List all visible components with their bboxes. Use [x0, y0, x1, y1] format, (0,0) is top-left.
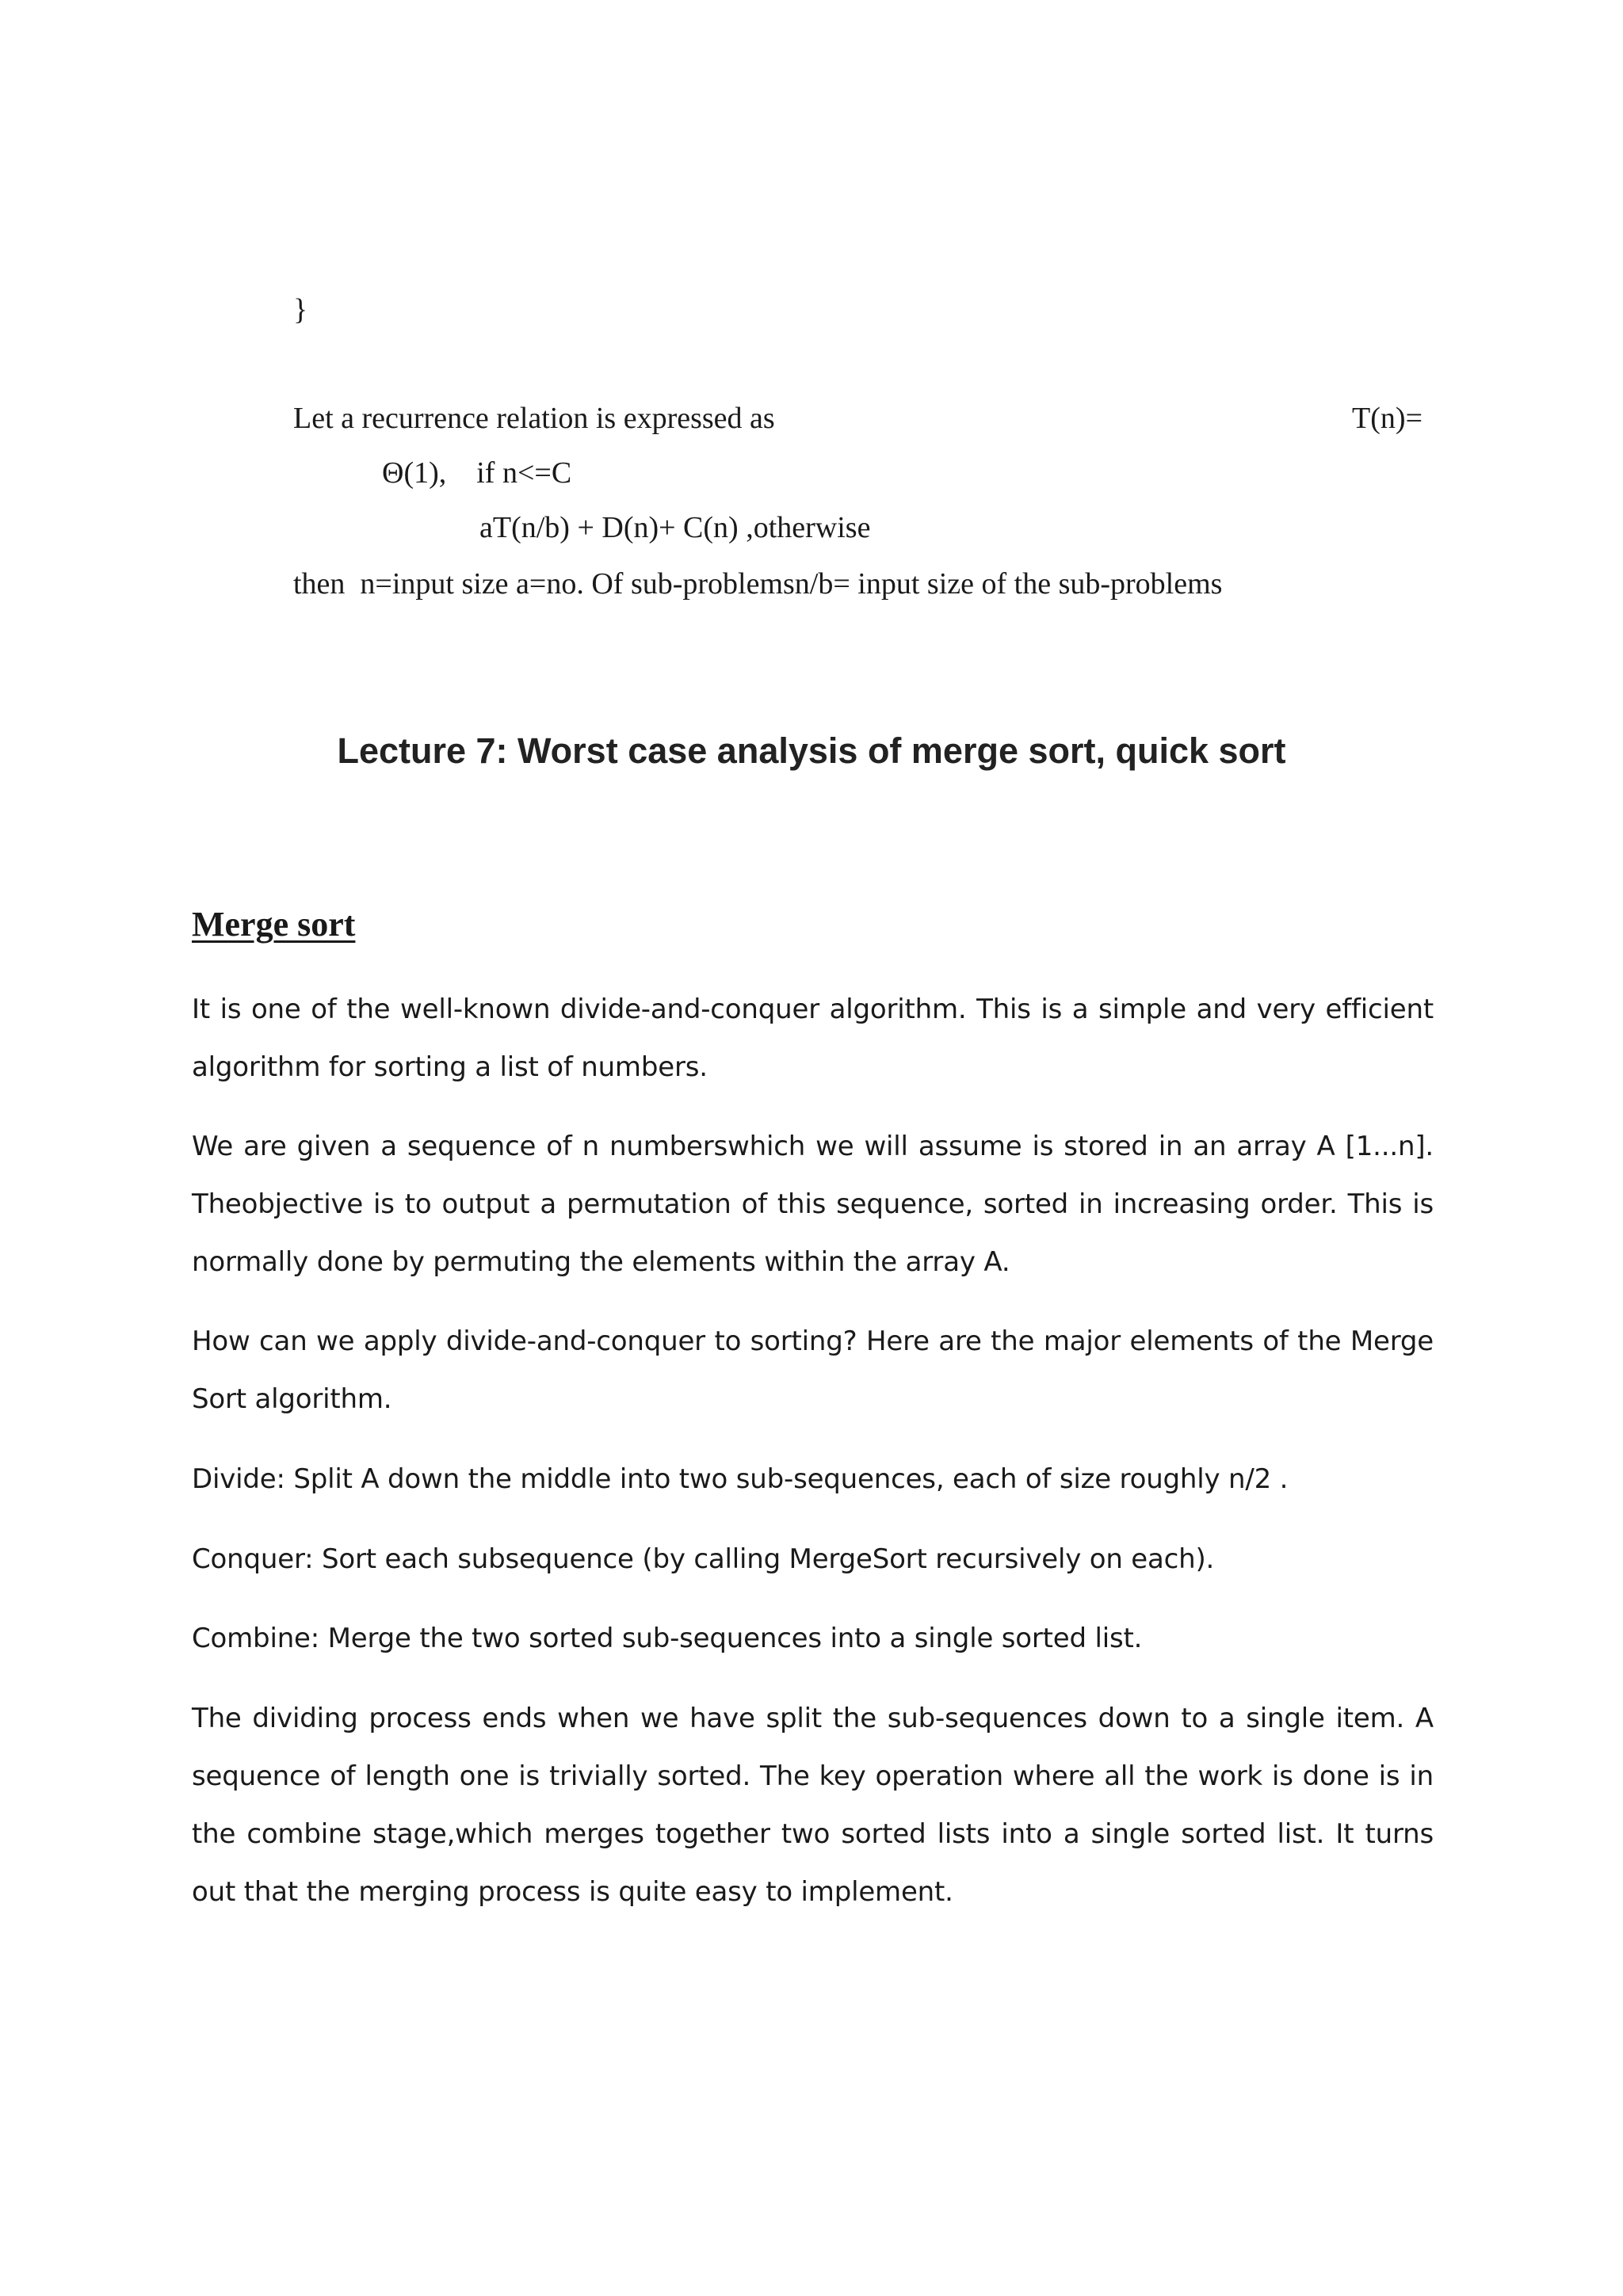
- paragraph-combine: Combine: Merge the two sorted sub-sequences into a single sorted list.: [192, 1623, 1143, 1654]
- recurrence-explanation: then n=input size a=no. Of sub-problemsn/b= input size of the sub-problems: [293, 567, 1223, 601]
- paragraph-divide: Divide: Split A down the middle into two sub-sequences, each of size roughly n/2 .: [192, 1463, 1289, 1495]
- paragraph-dividing-process: The dividing process ends when we have split the sub-sequences down to a single item. A sequence of length one is trivially sorted. The key operation where all the work is done is in the combine stage,which merges together two sorted lists into a single sorted list. It turns out that the merging process is quite easy to implement.: [192, 1703, 1434, 1908]
- paragraph-intro: It is one of the well-known divide-and-conquer algorithm. This is a simple and very efficient algorithm for sorting a list of numbers.: [192, 994, 1434, 1083]
- paragraph-conquer: Conquer: Sort each subsequence (by calling MergeSort recursively on each).: [192, 1543, 1215, 1575]
- recurrence-base-case: Θ(1), if n<=C: [382, 456, 572, 490]
- recurrence-lhs: T(n)=: [1352, 402, 1423, 435]
- closing-brace: }: [293, 293, 308, 326]
- recurrence-recursive-case: aT(n/b) + D(n)+ C(n) ,otherwise: [479, 511, 871, 544]
- section-heading: Merge sort: [192, 905, 356, 944]
- lecture-title: Lecture 7: Worst case analysis of merge sort, quick sort: [337, 730, 1286, 771]
- paragraph-problem: We are given a sequence of n numberswhich we will assume is stored in an array A [1...n]. Theobjective is to output a permutation of this sequence, sorted in increasing order. This is normally done by permuting the elements within the array A.: [192, 1131, 1434, 1278]
- recurrence-intro: Let a recurrence relation is expressed as: [293, 402, 775, 435]
- paragraph-question: How can we apply divide-and-conquer to sorting? Here are the major elements of the Merge Sort algorithm.: [192, 1325, 1434, 1415]
